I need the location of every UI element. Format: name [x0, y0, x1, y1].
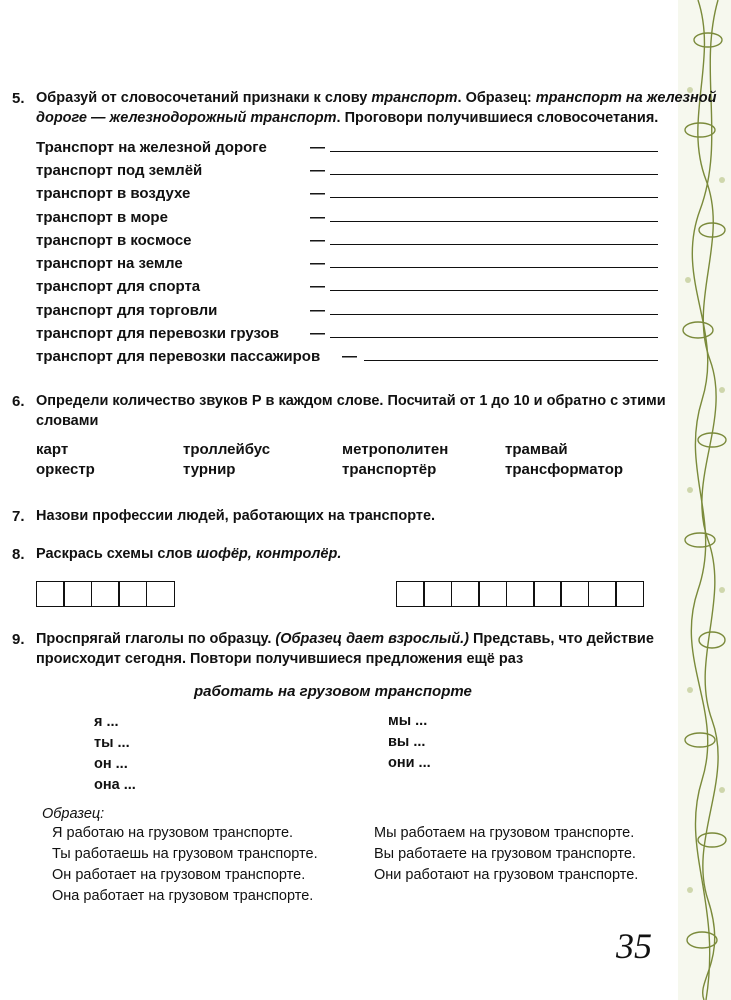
- pronoun-right: мы ...: [388, 713, 428, 729]
- sound-box[interactable]: [615, 581, 644, 607]
- word-scheme-kontroler: [396, 581, 644, 607]
- task5-dash: —: [310, 255, 325, 272]
- task8-number: 8.: [12, 546, 25, 563]
- sound-box[interactable]: [588, 581, 617, 607]
- sound-box[interactable]: [478, 581, 507, 607]
- task5-instruction-line2: [36, 110, 658, 126]
- sound-box[interactable]: [560, 581, 589, 607]
- task5-row-label: транспорт под землёй: [36, 162, 203, 179]
- sound-box[interactable]: [451, 581, 480, 607]
- task6-word: троллейбус: [183, 441, 271, 458]
- task5-dash: —: [310, 325, 325, 342]
- task9-text: Представь, что действие: [468, 631, 654, 647]
- sample-sentence-left: Ты работаешь на грузовом транспорте.: [52, 846, 318, 862]
- task5-instruction-line1: [36, 90, 716, 106]
- task5-answer-line[interactable]: [330, 290, 658, 291]
- pronoun-left: я ...: [94, 714, 119, 730]
- task6-instruction-line1: Определи количество звуков Р в каждом слове. Посчитай от 1 до 10 и обратно с этими: [36, 393, 666, 409]
- task5-answer-line[interactable]: [330, 337, 658, 338]
- task5-row-label: транспорт для перевозки грузов: [36, 325, 279, 342]
- task5-dash: —: [310, 232, 325, 249]
- sample-label: Образец:: [42, 806, 105, 822]
- task9-verb-phrase: работать на грузовом транспорте: [194, 683, 472, 700]
- decorative-fish-border: [678, 0, 731, 1000]
- pronoun-right: они ...: [388, 755, 431, 771]
- task7-instruction: Назови профессии людей, работающих на транспорте.: [36, 508, 436, 524]
- pronoun-left: ты ...: [94, 735, 130, 751]
- task6-word: транспортёр: [342, 461, 437, 478]
- pronoun-left: он ...: [94, 756, 128, 772]
- sample-sentence-right: Они работают на грузовом транспорте.: [374, 867, 639, 883]
- task5-dash: —: [310, 162, 325, 179]
- task6-number: 6.: [12, 393, 25, 410]
- task5-row-label: транспорт для спорта: [36, 278, 201, 295]
- task5-row-label: транспорт в космосе: [36, 232, 192, 249]
- task5-answer-line[interactable]: [330, 151, 658, 152]
- task6-word: турнир: [183, 461, 236, 478]
- page-number: 35: [616, 926, 652, 966]
- task5-sample: транспорт на железной: [535, 90, 717, 106]
- task5-row-label: транспорт для торговли: [36, 302, 218, 319]
- task5-dash: —: [342, 348, 357, 365]
- task6-word: карт: [36, 441, 69, 458]
- sound-box[interactable]: [118, 581, 147, 607]
- sample-sentence-left: Я работаю на грузовом транспорте.: [52, 825, 294, 841]
- task5-row-label: транспорт для перевозки пассажиров: [36, 348, 321, 365]
- task5-answer-line[interactable]: [330, 221, 658, 222]
- task7-number: 7.: [12, 508, 25, 525]
- sound-box[interactable]: [533, 581, 562, 607]
- task5-row-label: транспорт на земле: [36, 255, 183, 272]
- sample-sentence-left: Он работает на грузовом транспорте.: [52, 867, 306, 883]
- task5-text: . Образец:: [457, 90, 536, 106]
- task5-keyword: транспорт: [371, 90, 458, 106]
- task5-dash: —: [310, 185, 325, 202]
- sample-sentence-right: Вы работаете на грузовом транспорте.: [374, 846, 636, 862]
- sound-box[interactable]: [91, 581, 120, 607]
- task5-row-label: транспорт в море: [36, 209, 168, 226]
- task5-answer-line[interactable]: [330, 314, 658, 315]
- sound-box[interactable]: [506, 581, 535, 607]
- task9-number: 9.: [12, 631, 25, 648]
- task9-text: Проспрягай глаголы по образцу.: [36, 631, 276, 647]
- task6-instruction-line2: словами: [36, 413, 99, 429]
- sound-box[interactable]: [396, 581, 425, 607]
- task5-answer-line[interactable]: [330, 244, 658, 245]
- sample-sentence-right: Мы работаем на грузовом транспорте.: [374, 825, 635, 841]
- task5-text: Образуй от словосочетаний признаки к слову: [36, 90, 372, 106]
- sound-box[interactable]: [423, 581, 452, 607]
- pronoun-right: вы ...: [388, 734, 426, 750]
- task8-instruction: [36, 546, 341, 562]
- task5-answer-line[interactable]: [364, 360, 658, 361]
- task9-instruction-line1: [36, 631, 654, 647]
- task9-note: (Образец дает взрослый.): [275, 631, 469, 647]
- task9-instruction-line2: происходит сегодня. Повтори получившиеся предложения ещё раз: [36, 651, 524, 667]
- task8-text: Раскрась схемы слов: [36, 546, 197, 562]
- task8-words: шофёр, контролёр.: [196, 546, 342, 562]
- sound-box[interactable]: [63, 581, 92, 607]
- task5-row-label: транспорт в воздухе: [36, 185, 191, 202]
- task5-dash: —: [310, 209, 325, 226]
- task5-number: 5.: [12, 90, 25, 107]
- task5-sample: дороге — железнодорожный транспорт: [36, 110, 337, 126]
- task5-answer-line[interactable]: [330, 174, 658, 175]
- sound-box[interactable]: [146, 581, 175, 607]
- task5-dash: —: [310, 139, 325, 156]
- sound-box[interactable]: [36, 581, 65, 607]
- task6-word: трамвай: [505, 441, 568, 458]
- task6-word: трансформатор: [505, 461, 624, 478]
- sample-sentence-left: Она работает на грузовом транспорте.: [52, 888, 314, 904]
- pronoun-left: она ...: [94, 777, 136, 793]
- task5-text: . Проговори получившиеся словосочетания.: [336, 110, 659, 126]
- task5-answer-line[interactable]: [330, 197, 658, 198]
- task5-dash: —: [310, 302, 325, 319]
- task6-word: метрополитен: [342, 441, 449, 458]
- task5-row-label: Транспорт на железной дороге: [36, 139, 267, 156]
- task5-dash: —: [310, 278, 325, 295]
- word-scheme-shofer: [36, 581, 175, 607]
- task6-word: оркестр: [36, 461, 95, 478]
- task5-answer-line[interactable]: [330, 267, 658, 268]
